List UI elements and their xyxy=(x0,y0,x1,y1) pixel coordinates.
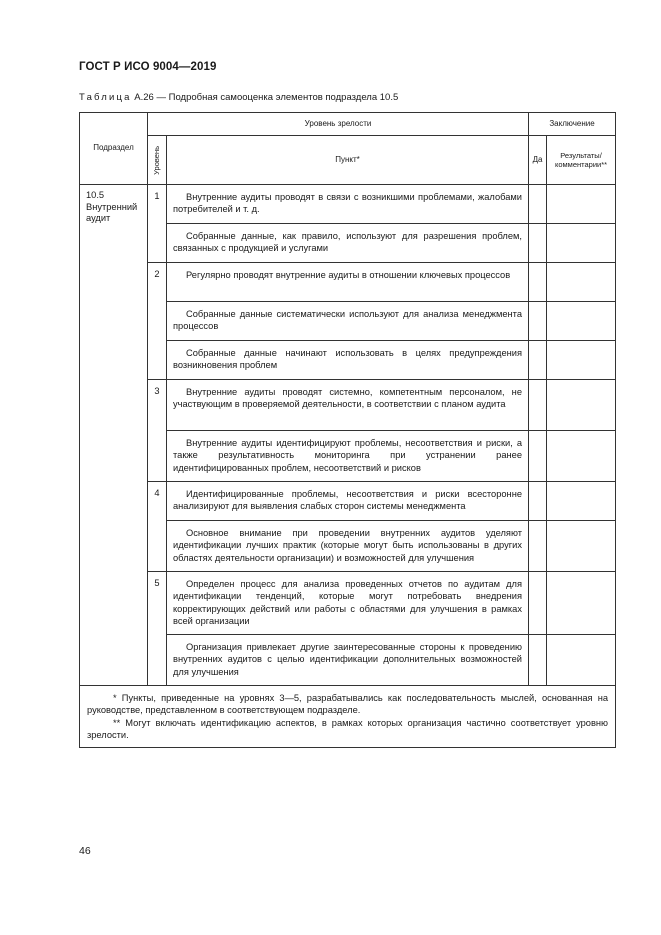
yes-cell[interactable] xyxy=(529,431,547,482)
footnote: ** Могут включать идентификацию аспектов, в рамках которых организация частично соответствует уровню зрелости. xyxy=(87,717,609,740)
level-cell: 1 xyxy=(148,185,167,263)
page-number: 46 xyxy=(79,845,91,857)
level-cell: 3 xyxy=(148,380,167,482)
results-cell[interactable] xyxy=(547,302,616,341)
caption-number: А.26 xyxy=(134,92,154,103)
level-header xyxy=(148,136,167,185)
yes-cell[interactable] xyxy=(529,224,547,263)
results-cell[interactable] xyxy=(547,185,616,224)
results-cell[interactable] xyxy=(547,224,616,263)
level-header-text: Уровень xyxy=(151,145,161,175)
results-cell[interactable] xyxy=(547,521,616,572)
subsection-cell xyxy=(80,185,148,686)
results-cell[interactable] xyxy=(547,482,616,521)
results-cell[interactable] xyxy=(547,635,616,686)
level-cell: 4 xyxy=(148,482,167,572)
yes-cell[interactable] xyxy=(529,302,547,341)
table-item: Собранные данные систематически используют для анализа менеджмента процессов xyxy=(167,302,529,341)
table-item: Внутренние аудиты проводят системно, компетентным персоналом, не участвующим в проверяемой деятельности, в соответствии с планом аудита xyxy=(167,380,529,431)
self-assessment-table xyxy=(79,112,616,748)
table-item: Внутренние аудиты идентифицируют проблемы, несоответствия и риски, а также результативность мониторинга при устранении ранее идентифицированных проблем, несоответствий и рисков xyxy=(167,431,529,482)
results-cell[interactable] xyxy=(547,341,616,380)
results-cell[interactable] xyxy=(547,431,616,482)
yes-cell[interactable] xyxy=(529,185,547,224)
results-cell[interactable] xyxy=(547,380,616,431)
results-cell[interactable] xyxy=(547,572,616,635)
yes-cell[interactable] xyxy=(529,572,547,635)
table-item: Внутренние аудиты проводят в связи с возникшими проблемами, жалобами потребителей и т. д. xyxy=(167,185,529,224)
table-item: Определен процесс для анализа проведенных отчетов по аудитам для идентификации тенденций, которые могут потребовать внедрения корректирующих действий или работы с областями для улучшения в рамках всей организации xyxy=(167,572,529,635)
conclusion-header: Заключение xyxy=(529,113,616,136)
yes-cell[interactable] xyxy=(529,263,547,302)
yes-cell[interactable] xyxy=(529,521,547,572)
footnote: * Пункты, приведенные на уровнях 3—5, разрабатывались как последовательность мыслей, основанная на руководстве, представленном в соответствующем подразделе. xyxy=(87,693,609,716)
yes-cell[interactable] xyxy=(529,635,547,686)
level-cell: 2 xyxy=(148,263,167,380)
subsection-name: Внутренний аудит xyxy=(86,201,138,223)
yes-cell[interactable] xyxy=(529,341,547,380)
results-header: Результаты/ комментарии** xyxy=(547,136,616,185)
results-cell[interactable] xyxy=(547,263,616,302)
yes-header: Да xyxy=(529,136,547,185)
caption-label: Таблица xyxy=(79,92,132,103)
subsection-number: 10.5 xyxy=(86,190,105,200)
table-item: Собранные данные начинают использовать в целях предупреждения возникновения проблем xyxy=(167,341,529,380)
table-caption xyxy=(79,92,398,103)
table-item: Собранные данные, как правило, используют для разрешения проблем, связанных с продукцией и услугами xyxy=(167,224,529,263)
item-header: Пункт* xyxy=(167,136,529,185)
document-code: ГОСТ Р ИСО 9004—2019 xyxy=(79,61,217,73)
yes-cell[interactable] xyxy=(529,380,547,431)
yes-cell[interactable] xyxy=(529,482,547,521)
table-item: Регулярно проводят внутренние аудиты в отношении ключевых процессов xyxy=(167,263,529,302)
caption-text: — Подробная самооценка элементов подраздела 10.5 xyxy=(156,92,399,103)
table-item: Основное внимание при проведении внутренних аудитов уделяют идентификации лучших практик (которые могут быть использованы в других областях деятельности организации) и возможностей для улучшения xyxy=(167,521,529,572)
subsection-header: Подраздел xyxy=(80,113,148,185)
table-item: Идентифицированные проблемы, несоответствия и риски всесторонне анализируют для выявления слабых сторон системы менеджмента xyxy=(167,482,529,521)
maturity-level-header: Уровень зрелости xyxy=(148,113,529,136)
level-cell: 5 xyxy=(148,572,167,686)
table-item: Организация привлекает другие заинтересованные стороны к проведению внутренних аудитов с целью идентификации дополнительных возможностей для улучшения xyxy=(167,635,529,686)
table-notes xyxy=(80,686,616,748)
